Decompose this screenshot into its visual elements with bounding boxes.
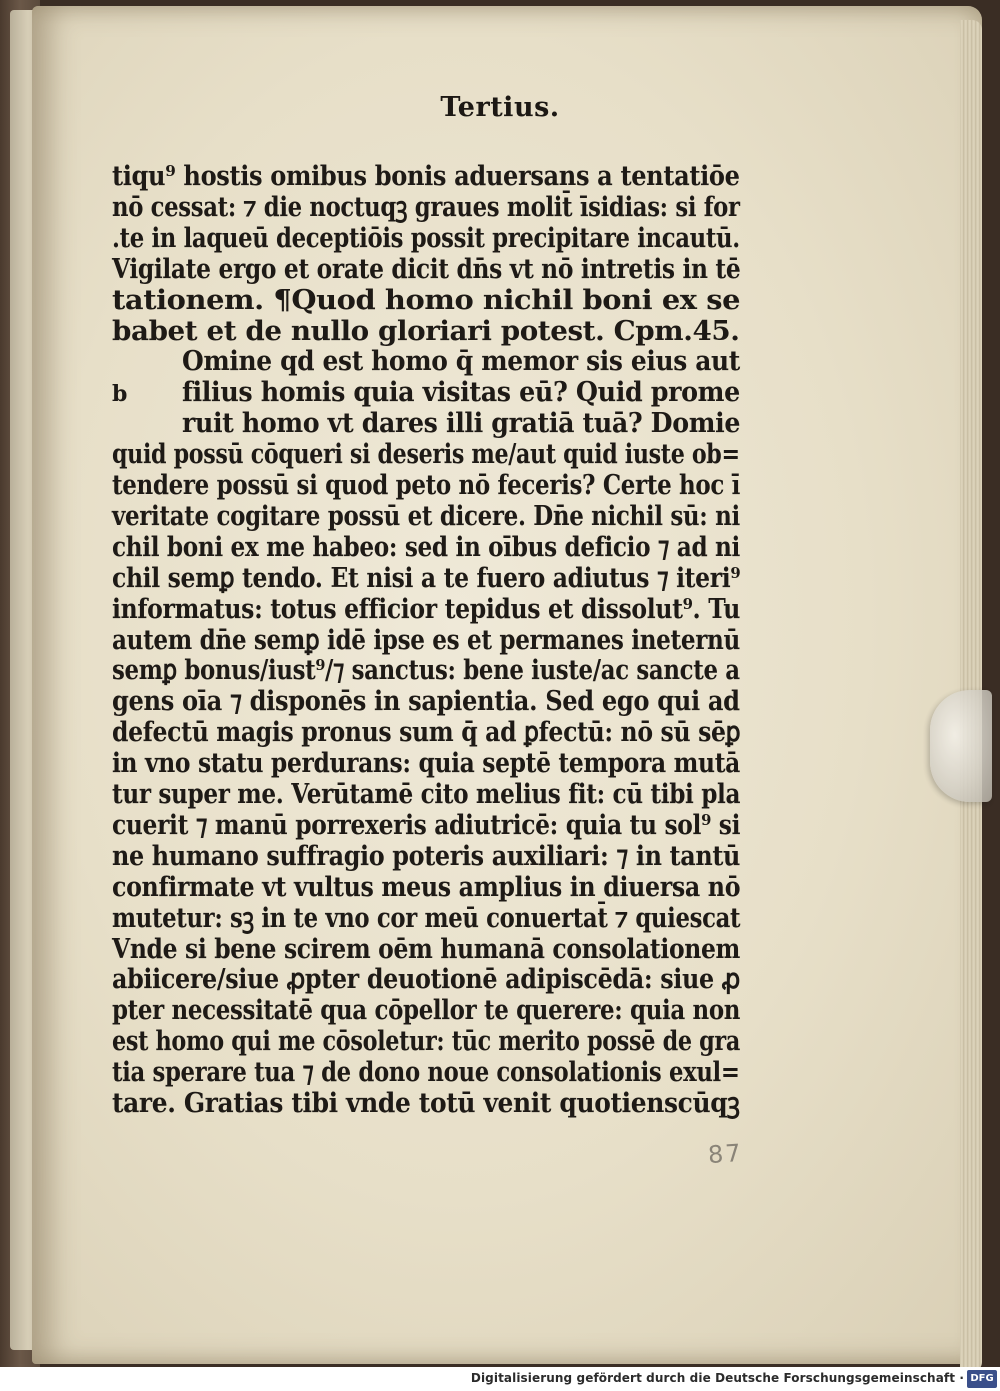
text-line: nō cessat: ⁊ die noctuqꝫ graues molit̄ īsidias: si for [112,192,740,223]
text-line: semꝑ bonus/iust⁹/⁊ sanctus: bene iuste/ac sancte a [112,655,740,686]
text-line: chil boni ex me habeo: sed in oībus deficio ⁊ ad ni [112,532,740,563]
text-line: tur super me. Verūtamē cito melius fit: cū tibi pla [112,779,741,810]
text-line: Vigilate ergo et orate dicit dn̄s vt nō intretis in tē [112,254,741,285]
text-line: autem dn̄e semꝑ idē ipse es et permanes ineternū [112,625,740,656]
text-line: informatus: totus efficior tepidus et dissolut⁹. Tu [112,594,740,625]
pencil-folio-note: 87 [707,1138,744,1170]
text-line: cuerit ⁊ manū porrexeris adiutricē: quia tu sol⁹ si [112,810,741,841]
text-line: tia sperare tua ⁊ de dono noue consolationis exul= [112,1057,740,1088]
text-line: ne humano suffragio poteris auxiliari: ⁊ in tantū [112,841,741,872]
text-line: tare. Gratias tibi vnde totū venit quotienscūqꝫ [112,1088,740,1119]
text-line: confirmate vt vultus meus amplius in diuersa nō [112,872,741,903]
text-line: veritate cogitare possū et dicere. Dn̄e nichil sū: ni [112,501,740,532]
text-line: mutetur: sꝫ in te vno cor meū conuertat̄ ⁊ quiescat [112,903,741,934]
text-line: quid possū cōqueri si deseris me/aut quid iuste ob= [112,439,740,470]
dfg-logo: DFG [967,1370,997,1388]
text-line: babet et de nullo gloriari potest. Cpm.45. [112,316,740,347]
text-line: pter necessitatē qua cōpellor te querere: quia non [112,995,741,1026]
marginal-letter: b [112,381,128,407]
text-line: chil semꝑ tendo. Et nisi a te fuero adiutus ⁊ iteri⁹ [112,563,741,594]
text-line: est homo qui me cōsoletur: tūc merito possē de gra [112,1026,740,1057]
text-line: defectū magis pronus sum q̄ ad ꝑfectū: nō sū sēꝑ [112,717,741,748]
text-line: ruit homo vt dares illi gratiā tuā? Domie [182,408,741,439]
footer-bar [0,1367,1000,1391]
text-line: .te in laqueū deceptiōis possit precipitare incautū. [112,223,740,254]
text-line: tendere possū si quod peto nō feceris? Certe hoc ī [112,470,741,501]
text-line: abiicere/siue ꝓpter deuotionē adipiscēdā: siue ꝓ [112,964,740,995]
page-clip [930,690,992,802]
text-line: gens oīa ⁊ disponēs in sapientia. Sed ego qui ad [112,686,740,717]
text-line: in vno statu perdurans: quia septē tempora mutā [112,748,740,779]
running-title: Tertius. [440,92,560,123]
footer-credit: Digitalisierung gefördert durch die Deutsche Forschungsgemeinschaft · [470,1371,964,1385]
text-line: Omine qd est homo q̄ memor sis eius aut [182,346,740,377]
text-line: filius homis quia visitas eū? Quid prome [182,377,740,408]
text-line: tationem. ¶Quod homo nichil boni ex se [112,285,741,316]
text-line: Vnde si bene scirem oēm humanā consolationem [112,934,740,965]
text-line: tiqu⁹ hostis omibus bonis aduersans a tentatiōe [112,161,740,192]
